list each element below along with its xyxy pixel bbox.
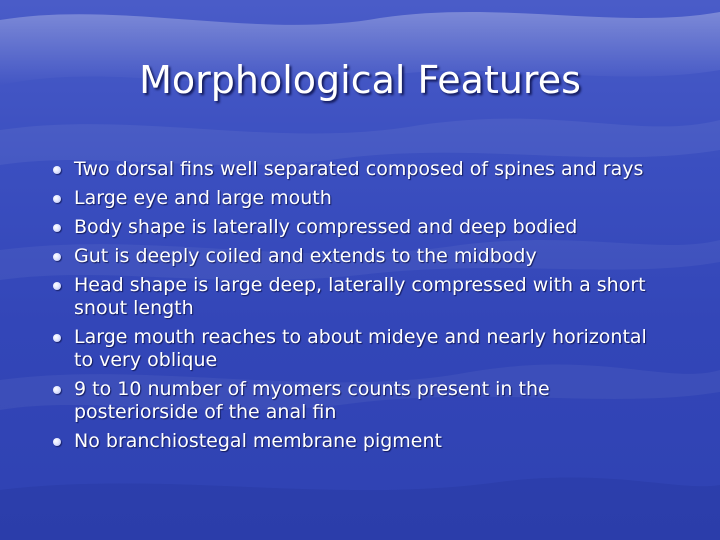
bullet-dot-icon: [53, 386, 61, 394]
bullet-dot-icon: [53, 166, 61, 174]
bullet-item: [50, 158, 670, 181]
bullet-item: [50, 274, 670, 320]
bullet-text: No branchiostegal membrane pigment: [74, 430, 442, 452]
bullet-item: [50, 245, 670, 268]
bullet-text: Head shape is large deep, laterally compressed with a short snout length: [74, 274, 646, 319]
slide-title: Morphological Features: [139, 58, 581, 102]
bullet-list: [50, 158, 670, 459]
bullet-item: [50, 187, 670, 210]
bullet-text: Gut is deeply coiled and extends to the midbody: [74, 245, 537, 267]
bullet-dot-icon: [53, 253, 61, 261]
bullet-dot-icon: [53, 334, 61, 342]
bullet-item: [50, 326, 670, 372]
bullet-item: [50, 430, 670, 453]
bullet-dot-icon: [53, 224, 61, 232]
bullet-item: [50, 378, 670, 424]
bullet-text: Large eye and large mouth: [74, 187, 332, 209]
bullet-text: Two dorsal fins well separated composed of spines and rays: [74, 158, 644, 180]
bullet-dot-icon: [53, 438, 61, 446]
bullet-dot-icon: [53, 282, 61, 290]
bullet-item: [50, 216, 670, 239]
bullet-text: Large mouth reaches to about mideye and nearly horizontal to very oblique: [74, 326, 647, 371]
bullet-dot-icon: [53, 195, 61, 203]
bullet-text: 9 to 10 number of myomers counts present in the posteriorside of the anal fin: [74, 378, 550, 423]
bullet-text: Body shape is laterally compressed and deep bodied: [74, 216, 578, 238]
